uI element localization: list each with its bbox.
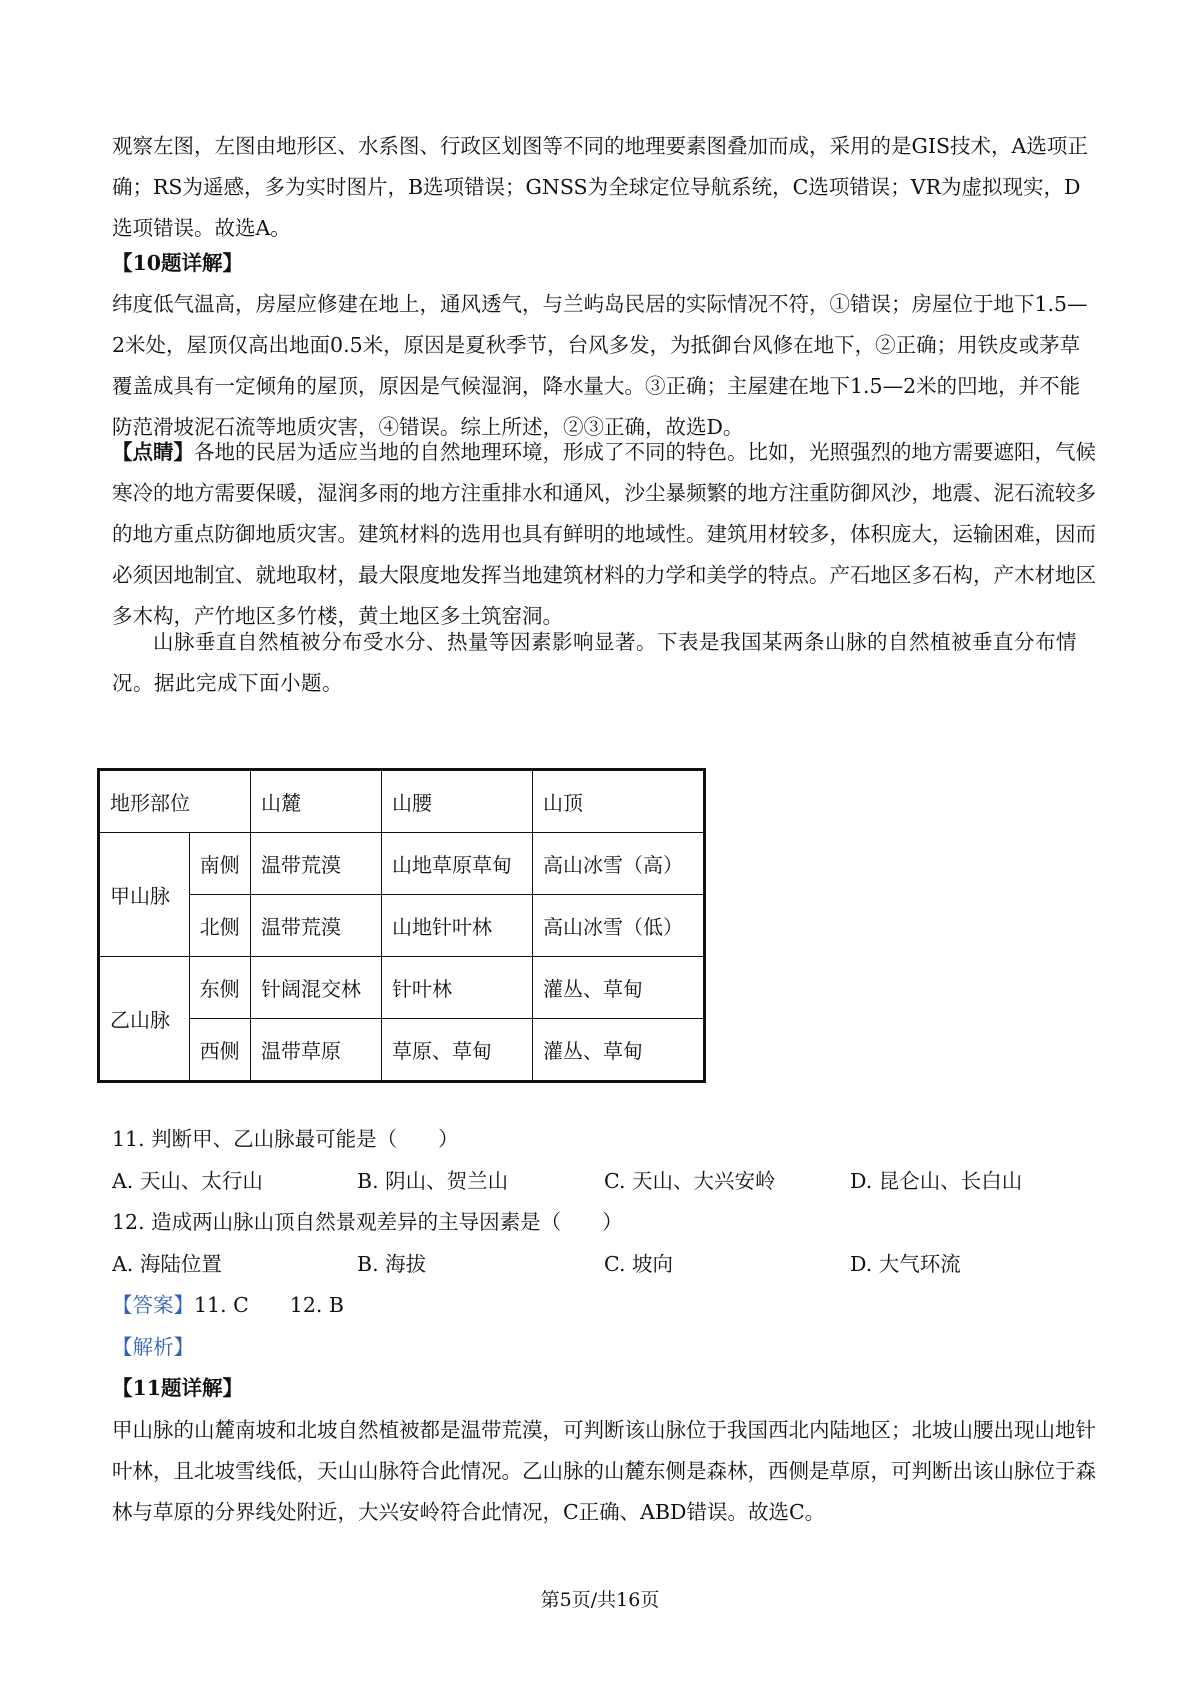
table-row	[99, 957, 705, 1019]
mountain-name-cell: 甲山脉	[99, 833, 190, 957]
table-header-cell: 山腰	[382, 770, 533, 833]
q11-option-b: B. 阴山、贺兰山	[357, 1169, 509, 1193]
top-cell: 灌丛、草甸	[533, 957, 705, 1019]
tip-text: 各地的民居为适应当地的自然地理环境，形成了不同的特色。比如，光照强烈的地方需要遮阳，气候寒冷的地方需要保暖，湿润多雨的地方注重排水和通风，沙尘暴频繁的地方注重防御风沙，地震、泥石流较多的地方重点防御地质灾害。建筑材料的选用也具有鲜明的地域性。建筑用材较多，体积庞大，运输困难，因而必须因地制宜、就地取材，最大限度地发挥当地建筑材料的力学和美学的特点。产石地区多石构，产木材地区多木构，产竹地区多竹楼，黄土地区多土筑窑洞。	[112, 440, 1096, 628]
vegetation-table	[97, 768, 706, 1083]
prev-explanation: 观察左图，左图由地形区、水系图、行政区划图等不同的地理要素图叠加而成，采用的是GIS技术，A选项正确；RS为遥感，多为实时图片，B选项错误；GNSS为全球定位导航系统，C选项错误；VR为虚拟现实，D选项错误。故选A。	[112, 134, 1088, 240]
tip-paragraph	[112, 432, 1097, 637]
tip-label: 【点睛】	[112, 440, 194, 464]
q10-heading: 【10题详解】	[112, 251, 244, 275]
answer-text: 11. C 12. B	[194, 1293, 344, 1317]
q12-option-d: D. 大气环流	[850, 1252, 961, 1276]
q11-heading: 【11题详解】	[112, 1376, 244, 1400]
foot-cell: 温带草原	[251, 1019, 382, 1082]
answer-line	[112, 1285, 344, 1325]
top-cell: 高山冰雪（高）	[533, 833, 705, 895]
foot-cell: 温带荒漠	[251, 895, 382, 957]
analysis-label: 【解析】	[112, 1335, 194, 1359]
intro-paragraph: 山脉垂直自然植被分布受水分、热量等因素影响显著。下表是我国某两条山脉的自然植被垂直分布情况。据此完成下面小题。	[112, 630, 1077, 695]
table-header-cell: 山麓	[251, 770, 382, 833]
side-cell: 东侧	[189, 957, 250, 1019]
q11-option-d: D. 昆仑山、长白山	[850, 1169, 1023, 1193]
q11-stem: 11. 判断甲、乙山脉最可能是（ ）	[112, 1127, 459, 1151]
q12-stem: 12. 造成两山脉山顶自然景观差异的主导因素是（ ）	[112, 1210, 623, 1234]
q12-option-b: B. 海拔	[357, 1252, 427, 1276]
table-row	[99, 895, 705, 957]
table-header-row	[99, 770, 705, 833]
q12-option-a: A. 海陆位置	[112, 1252, 222, 1276]
mountain-name-cell: 乙山脉	[99, 957, 190, 1082]
table-header-cell: 地形部位	[99, 770, 251, 833]
table-row	[99, 833, 705, 895]
waist-cell: 山地草原草甸	[382, 833, 533, 895]
side-cell: 南侧	[189, 833, 250, 895]
waist-cell: 山地针叶林	[382, 895, 533, 957]
top-cell: 灌丛、草甸	[533, 1019, 705, 1082]
side-cell: 北侧	[189, 895, 250, 957]
table-header-cell: 山顶	[533, 770, 705, 833]
q11-option-c: C. 天山、大兴安岭	[604, 1169, 776, 1193]
top-cell: 高山冰雪（低）	[533, 895, 705, 957]
q11-option-a: A. 天山、太行山	[112, 1169, 263, 1193]
waist-cell: 草原、草甸	[382, 1019, 533, 1082]
q10-explanation: 纬度低气温高，房屋应修建在地上，通风透气，与兰屿岛民居的实际情况不符，①错误；房屋位于地下1.5—2米处，屋顶仅高出地面0.5米，原因是夏秋季节，台风多发，为抵御台风修在地下，②正确；用铁皮或茅草覆盖成具有一定倾角的屋顶，原因是气候湿润，降水量大。③正确；主屋建在地下1.5—2米的凹地，并不能防范滑坡泥石流等地质灾害，④错误。综上所述，②③正确，故选D。	[112, 292, 1088, 439]
foot-cell: 针阔混交林	[251, 957, 382, 1019]
waist-cell: 针叶林	[382, 957, 533, 1019]
q11-explanation: 甲山脉的山麓南坡和北坡自然植被都是温带荒漠，可判断该山脉位于我国西北内陆地区；北坡山腰出现山地针叶林，且北坡雪线低，天山山脉符合此情况。乙山脉的山麓东侧是森林，西侧是草原，可判断出该山脉位于森林与草原的分界线处附近，大兴安岭符合此情况，C正确、ABD错误。故选C。	[112, 1418, 1096, 1524]
answer-label: 【答案】	[112, 1293, 194, 1317]
table-row	[99, 1019, 705, 1082]
q12-option-c: C. 坡向	[604, 1252, 673, 1276]
page-footer: 第5页/共16页	[540, 1589, 660, 1611]
side-cell: 西侧	[189, 1019, 250, 1082]
foot-cell: 温带荒漠	[251, 833, 382, 895]
